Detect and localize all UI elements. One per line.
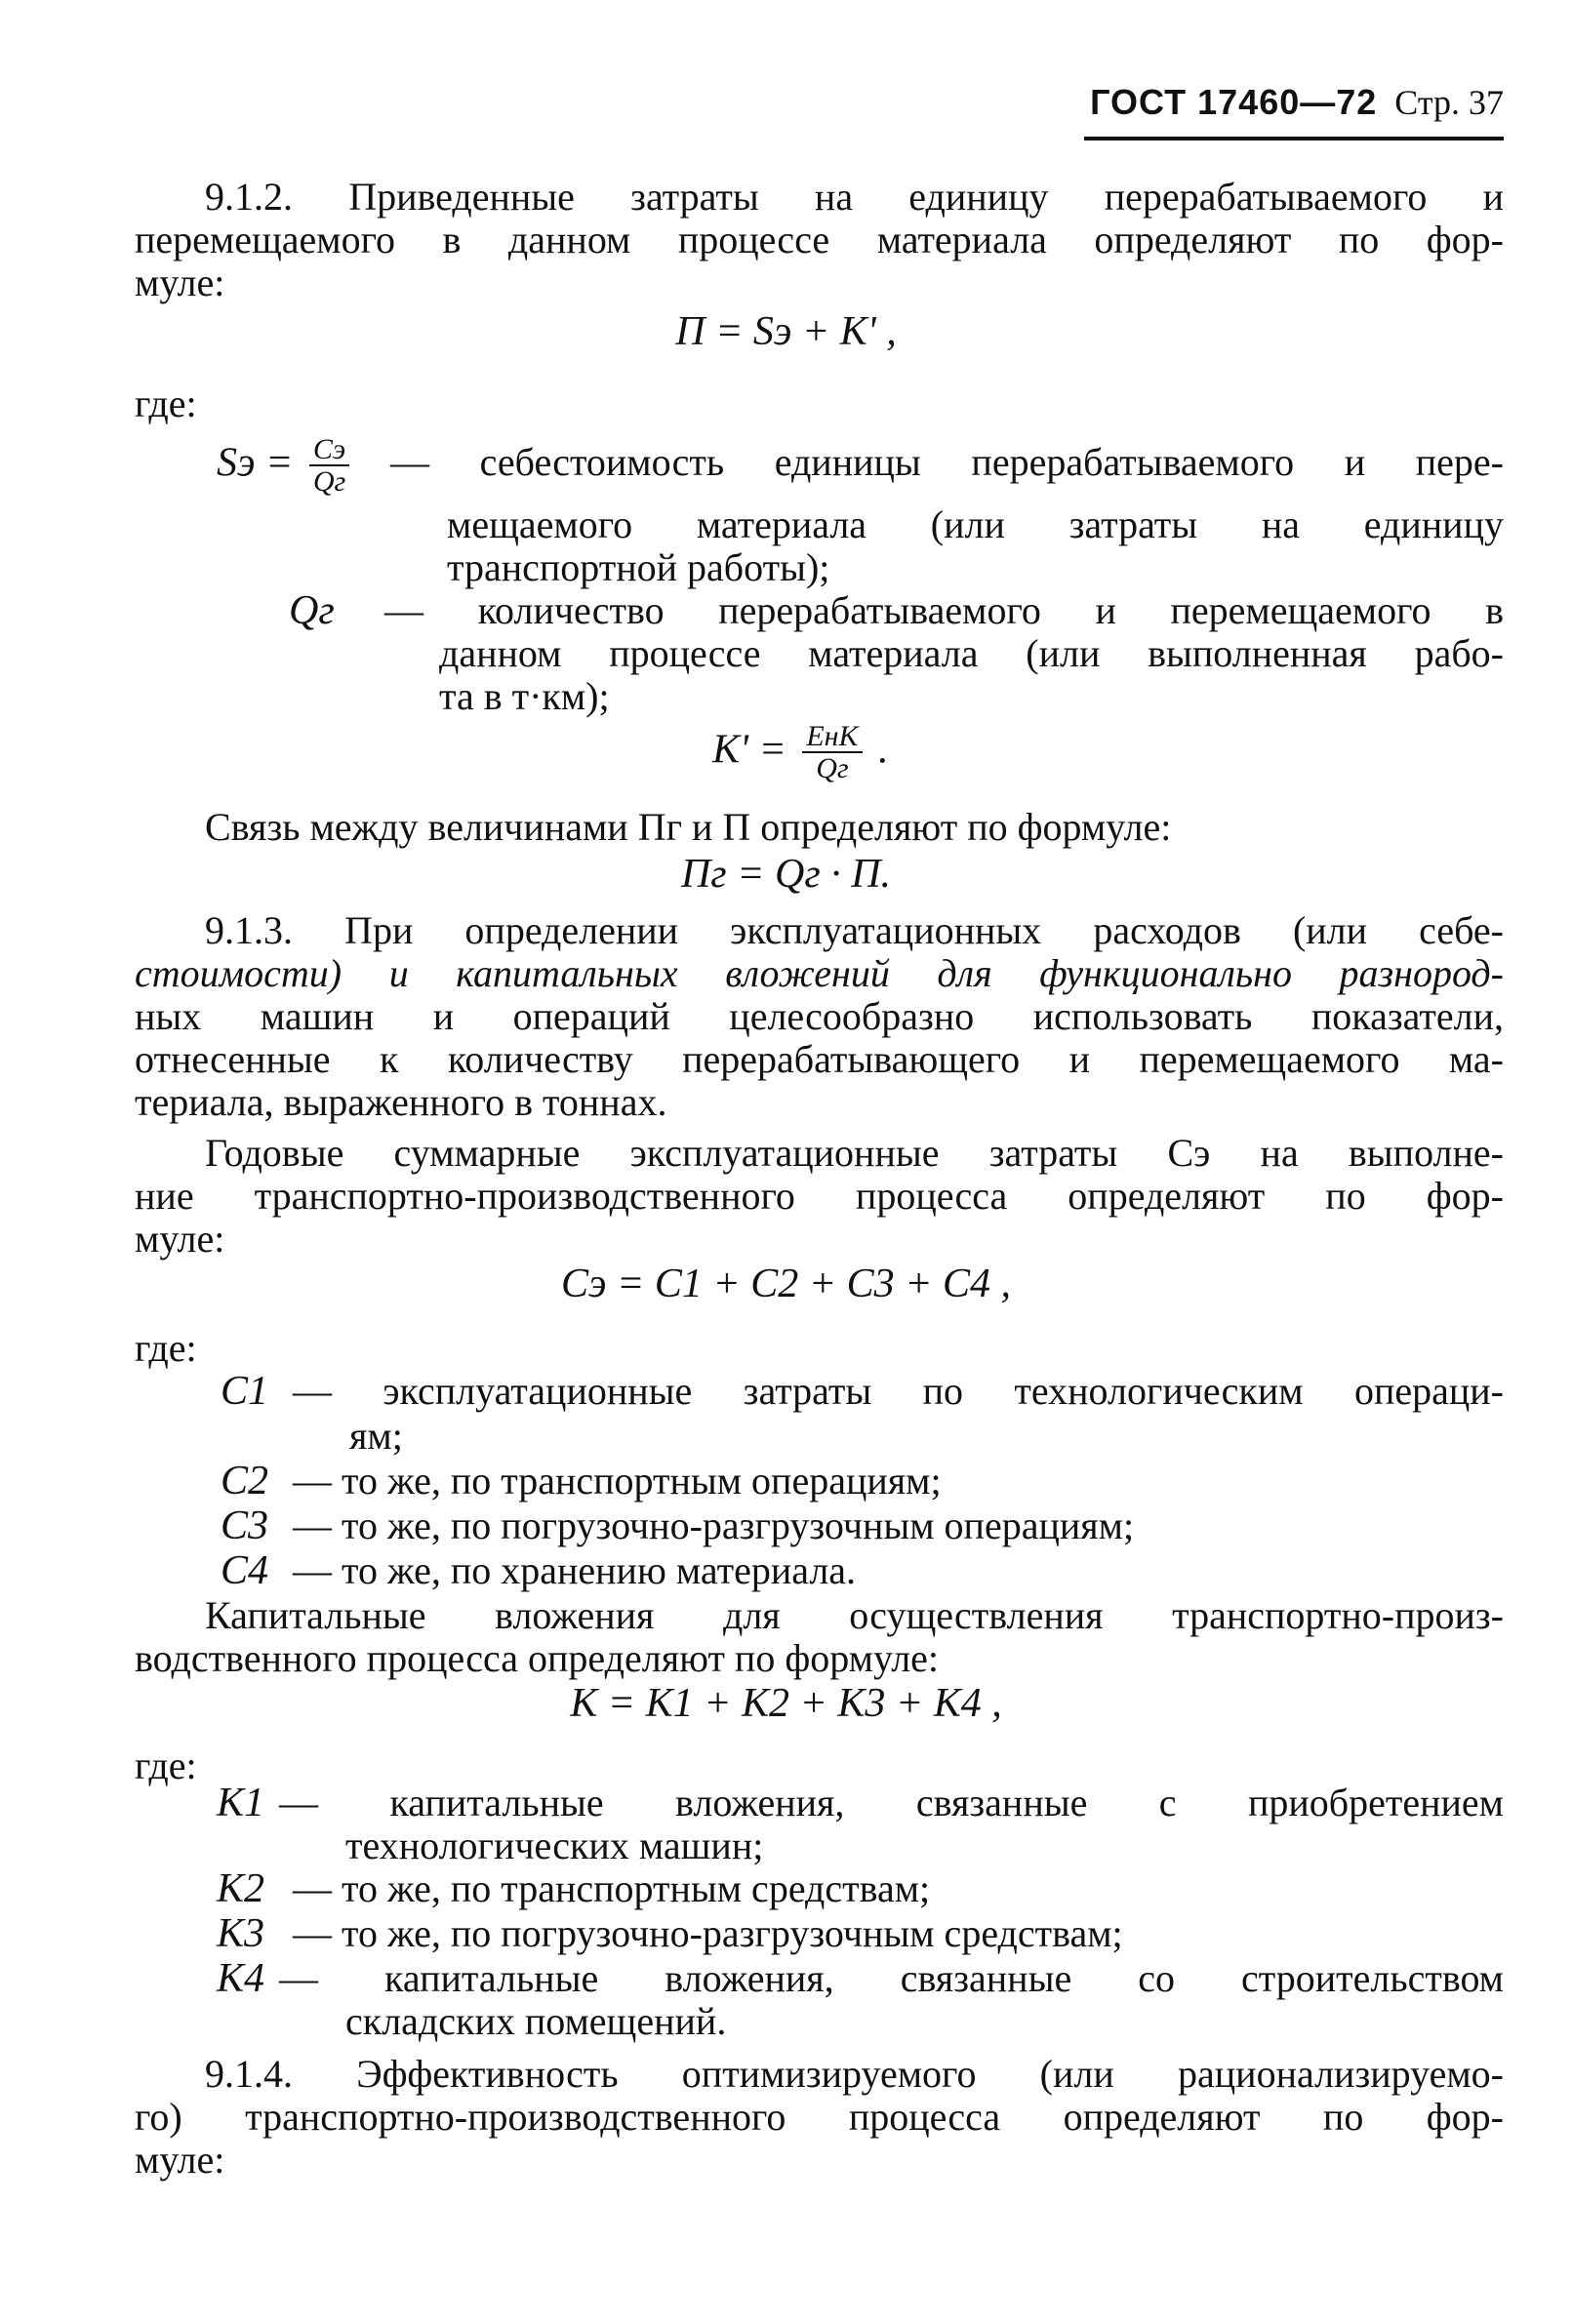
k4-def-line-1: — капитальные вложения, связанные со строительством (279, 1956, 1504, 2000)
header-rule (1084, 137, 1504, 140)
formula-p: П = Sэ + K' , (675, 309, 897, 354)
page-header (1090, 82, 1504, 123)
capital-line-2: водственного процесса определяют по формуле: (135, 1636, 940, 1680)
where-label-1: где: (135, 381, 197, 425)
k-prime-fraction (802, 722, 862, 784)
para-914-line-2: го) транспортно-производственного процесса определяют по фор- (135, 2095, 1504, 2139)
k-prime-numerator: EнK (802, 722, 862, 753)
c2-def: — то же, по транспортным операциям; (293, 1459, 942, 1503)
gost-number: ГОСТ 17460—72 (1090, 82, 1378, 122)
k4-def-line-2: складских помещений. (345, 1999, 727, 2043)
c1-label: C1 (221, 1369, 269, 1414)
c1-def-line-2: ям; (349, 1414, 403, 1458)
se-def-line-1: — себестоимость единицы перерабатываемого и пере- (390, 440, 1504, 484)
k4-label: K4 (217, 1956, 265, 2001)
c4-def: — то же, по хранению материала. (293, 1548, 857, 1592)
formula-k: K = K1 + K2 + K3 + K4 , (570, 1681, 1002, 1726)
annual-line-3: муле: (135, 1217, 225, 1261)
se-numerator: Cэ (309, 435, 349, 466)
page-number: Стр. 37 (1394, 83, 1504, 122)
annual-line-1: Годовые суммарные эксплуатационные затраты Cэ на выполне- (205, 1131, 1504, 1175)
where-label-3: где: (135, 1743, 197, 1787)
se-definition-term (217, 435, 355, 498)
c1-def-line-1: — эксплуатационные затраты по технологическим операци- (293, 1369, 1504, 1413)
k2-def: — то же, по транспортным средствам; (293, 1866, 931, 1910)
se-label: Sэ = (217, 440, 294, 486)
k1-label: K1 (217, 1781, 265, 1825)
k-prime-denominator: Qг (816, 752, 849, 784)
k-prime-formula (712, 722, 889, 784)
c3-def: — то же, по погрузочно-разгрузочным операциям; (293, 1503, 1135, 1547)
c3-label: C3 (221, 1503, 269, 1548)
k3-def: — то же, по погрузочно-разгрузочным средствам; (293, 1911, 1123, 1955)
formula-pg: Пг = Qг · П. (680, 852, 892, 897)
para-912-line-1: 9.1.2. Приведенные затраты на единицу перерабатываемого и (205, 175, 1504, 219)
capital-line-1: Капитальные вложения для осуществления транспортно-произ- (205, 1593, 1504, 1637)
se-fraction (309, 435, 349, 498)
para-913-line-3: ных машин и операций целесообразно использовать показатели, (135, 994, 1504, 1038)
annual-line-2: ние транспортно-производственного процесса определяют по фор- (135, 1174, 1504, 1218)
para-913-line-1: 9.1.3. При определении эксплуатационных расходов (или себе- (205, 908, 1504, 952)
para-912-line-3: муле: (135, 260, 225, 304)
k1-def-line-1: — капитальные вложения, связанные с приобретением (279, 1781, 1504, 1824)
para-912-line-2: перемещаемого в данном процессе материала определяют по фор- (135, 218, 1504, 261)
qg-def-line-2: данном процессе материала (или выполненная рабо- (439, 631, 1504, 675)
link-line: Связь между величинами Пг и П определяют по формуле: (205, 805, 1172, 849)
k3-label: K3 (217, 1911, 265, 1956)
c2-label: C2 (221, 1459, 269, 1503)
qg-def-line-1: — количество перерабатываемого и перемещаемого в (384, 588, 1504, 632)
formula-ce: Cэ = C1 + C2 + C3 + C4 , (561, 1262, 1011, 1306)
where-label-2: где: (135, 1326, 197, 1370)
k-prime-label: K' = (712, 727, 786, 773)
para-913-line-4: отнесенные к количеству перерабатывающего и перемещаемого ма- (135, 1037, 1504, 1081)
c4-label: C4 (221, 1548, 269, 1593)
se-denominator: Qг (312, 465, 346, 498)
para-914-line-1: 9.1.4. Эффективность оптимизируемого (или рационализируемо- (205, 2052, 1504, 2096)
para-913-line-2: стоимости) и капитальных вложений для функционально разнород- (135, 951, 1504, 995)
qg-def-line-3: та в т·км); (439, 674, 610, 718)
k-prime-end: . (878, 727, 889, 773)
k2-label: K2 (217, 1866, 265, 1911)
k1-def-line-2: технологических машин; (345, 1823, 764, 1867)
qg-label: Qг (289, 588, 335, 633)
para-914-line-3: муле: (135, 2138, 225, 2182)
para-913-line-5: териала, выраженного в тоннах. (135, 1080, 667, 1124)
se-def-line-3: транспортной работы); (447, 545, 830, 589)
se-def-line-2: мещаемого материала (или затраты на единицу (447, 502, 1504, 546)
